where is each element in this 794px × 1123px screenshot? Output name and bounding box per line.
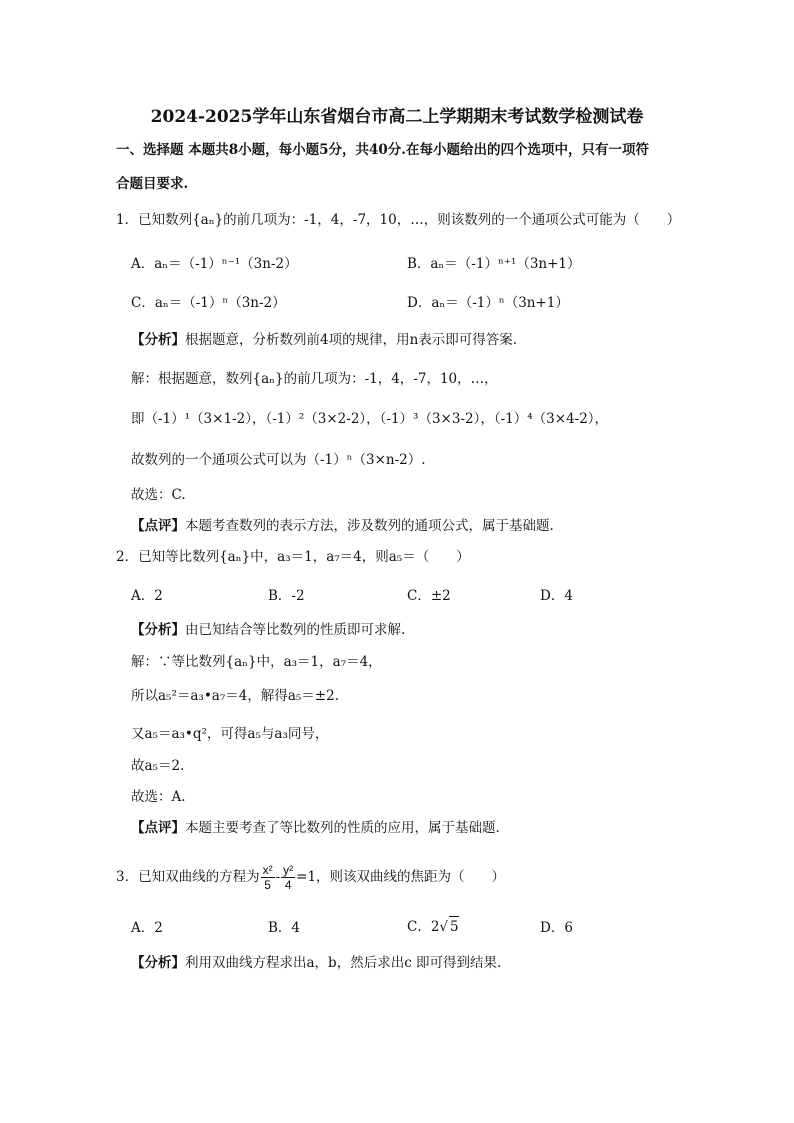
q3-option-d: D．6	[540, 920, 573, 936]
section-heading-cont: 合题目要求.	[116, 176, 189, 192]
q2-option-d: D．4	[540, 588, 573, 604]
sqrt-radicand: 5	[449, 916, 459, 937]
q1-option-d: D．aₙ＝（-1）ⁿ（3n+1）	[407, 295, 569, 311]
q3-analysis	[131, 953, 501, 973]
analysis-tag: 【分析】	[131, 955, 185, 971]
q2-solution-line-3: 又a₅＝a₃•q²，可得a₅与a₃同号，	[131, 726, 329, 742]
q2-solution-line-1: 解：∵等比数列{aₙ}中，a₃＝1，a₇＝4，	[131, 654, 382, 670]
fraction-denominator: 5	[264, 878, 271, 892]
q2-answer: 故选：A.	[131, 789, 186, 805]
q1-solution-line-2: 即（-1）¹（3×1-2），（-1）²（3×2-2），（-1）³（3×3-2），（-1）⁴（3×4-2），	[131, 411, 609, 427]
q3-option-b: B．4	[268, 920, 301, 936]
question-3-stem	[116, 860, 505, 894]
q2-analysis	[131, 620, 405, 640]
q2-option-c: C．±2	[407, 588, 451, 604]
analysis-tag: 【分析】	[131, 622, 185, 638]
analysis-tag: 【分析】	[131, 332, 185, 348]
y-squared-over-4-fraction	[281, 863, 295, 892]
analysis-text: 根据题意，分析数列前4项的规律，用n表示即可得答案.	[185, 332, 518, 348]
q1-option-c: C．aₙ＝（-1）ⁿ（3n-2）	[131, 295, 286, 311]
x-squared-over-5-fraction	[261, 863, 275, 892]
q2-solution-line-2: 所以a₅²＝a₃•a₇＝4，解得a₅＝±2.	[131, 688, 339, 704]
q2-solution-line-4: 故a₅＝2.	[131, 758, 185, 774]
comment-tag: 【点评】	[131, 820, 185, 836]
page-title: 2024-2025学年山东省烟台市高二上学期期末考试数学检测试卷	[150, 107, 644, 127]
section-heading: 一、选择题 本题共8小题，每小题5分，共40分.在每小题给出的四个选项中，只有一项符	[116, 142, 649, 158]
q1-analysis	[131, 330, 517, 350]
q1-solution-line-3: 故数列的一个通项公式可以为（-1）ⁿ（3×n-2）.	[131, 452, 426, 468]
analysis-text: 由已知结合等比数列的性质即可求解.	[185, 622, 406, 638]
comment-tag: 【点评】	[131, 518, 185, 534]
q1-answer: 故选：C.	[131, 487, 186, 503]
question-2-stem: 2．已知等比数列{aₙ}中，a₃＝1，a₇＝4，则a₅＝（ ）	[116, 549, 470, 565]
analysis-text: 利用双曲线方程求出a，b，然后求出c 即可得到结果.	[185, 955, 502, 971]
option-c-prefix: C．2	[407, 919, 440, 935]
q2-comment	[131, 818, 500, 838]
fraction-denominator: 4	[284, 878, 292, 892]
q2-option-b: B．-2	[268, 588, 305, 604]
q3-stem-prefix: 3．已知双曲线的方程为	[116, 869, 260, 885]
fraction-numerator: y²	[283, 863, 294, 877]
q3-option-c: C．2√ 5	[407, 916, 459, 937]
q1-comment	[131, 516, 554, 536]
question-1-stem: 1．已知数列{aₙ}的前几项为：-1，4，-7，10，…，则该数列的一个通项公式可能为（ ）	[116, 212, 681, 228]
comment-text: 本题主要考查了等比数列的性质的应用，属于基础题.	[185, 820, 500, 836]
fraction-numerator: x²	[262, 863, 273, 877]
q1-option-b: B．aₙ＝（-1）ⁿ⁺¹（3n+1）	[407, 256, 581, 272]
comment-text: 本题考查数列的表示方法，涉及数列的通项公式，属于基础题.	[185, 518, 554, 534]
minus-sign: -	[275, 869, 281, 885]
q2-option-a: A．2	[131, 588, 163, 604]
q3-option-a: A．2	[131, 920, 163, 936]
q3-stem-suffix: =1，则该双曲线的焦距为（ ）	[296, 869, 506, 885]
q1-solution-line-1: 解：根据题意，数列{aₙ}的前几项为：-1，4，-7，10，…，	[131, 371, 498, 387]
q1-option-a: A．aₙ＝（-1）ⁿ⁻¹（3n-2）	[131, 256, 298, 272]
